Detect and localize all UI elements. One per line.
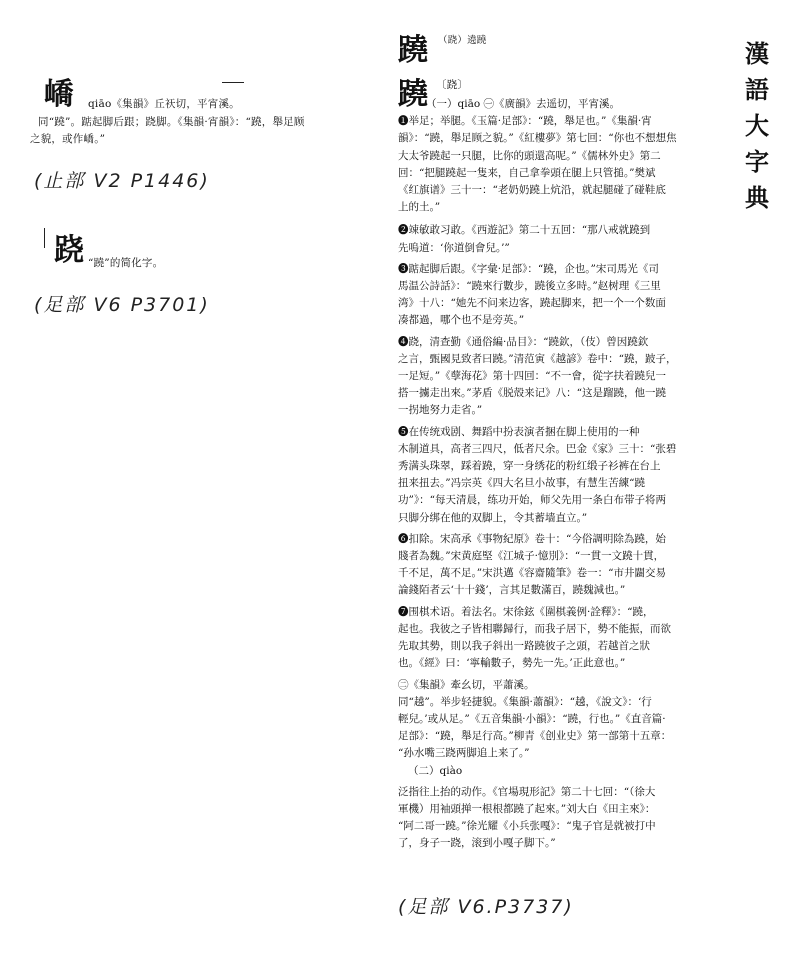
body-line: 起也。我彼之子皆相聯歸行，而我子居下，勢不能振，而欲 bbox=[398, 622, 671, 635]
body-line: 足部》：“蹺，舉足行高。”柳青《创业史》第一部第十五章： bbox=[398, 730, 672, 743]
body-line: 秀满头珠翠，踩着蹺，穿一身绣花的粉红缎子衫裤在台上 bbox=[398, 460, 661, 473]
body-line: 軍機）用袖頭掸一根根都蹺了起來。”刘大白《田主來》： bbox=[398, 802, 656, 815]
body-line: ❷竦敏敢习敢。《西遊記》第二十五回：“那八戒就蹺到 bbox=[398, 224, 651, 237]
title-char-1: 漢 bbox=[745, 40, 769, 68]
entry-1-pron: qiāo《集韻》丘祆切，平宵溪。 bbox=[88, 98, 240, 110]
body-line: 賤者為魏。”宋黄庭堅《江城子·憶別》：“一貫一文蹺十貫， bbox=[398, 550, 665, 563]
body-line: “阿二哥一蹺。”徐光耀《小兵张嘎》：“鬼子官是就被打中 bbox=[398, 820, 656, 833]
body-line: ❸踮起脚后跟。《字彙·足部》：“蹺，企也。”宋司馬光《司 bbox=[398, 262, 659, 275]
entry-body bbox=[398, 96, 736, 853]
body-line: 論錢陌者云‘十十錢’，言其足數滿百，蹺魏減也。” bbox=[398, 584, 626, 597]
handwritten-note-1: (止部 V2 P1446) bbox=[34, 170, 210, 192]
body-line: 湾》十八：“她先不问来边客，蹺起脚来，把一个一个数面 bbox=[398, 297, 666, 310]
body-line: 只脚分绑在他的双脚上，令其蓄墙直立。” bbox=[398, 511, 588, 524]
body-line: 大太爷蹺起一只腿，比你的頭還高呢。”《儒林外史》第二 bbox=[398, 149, 661, 162]
body-line: 千不足，萬不足。”宋洪邁《容齋隨筆》卷一：“市井闢交易 bbox=[398, 567, 666, 580]
body-line: 之言，甄國見致者曰蹺。”清范寅《越諺》卷中：“蹺，跛子， bbox=[398, 352, 677, 365]
entry-2-headchar: 跷 bbox=[54, 233, 84, 268]
dictionary-title bbox=[743, 36, 771, 216]
body-line: （一）qiāo ㊀《廣韻》去遥切，平宵溪。 bbox=[426, 98, 620, 110]
head-char-1-note: （跷）遶蹺 bbox=[438, 35, 487, 46]
body-line: 凑都過，哪个也不是旁英。” bbox=[398, 314, 525, 327]
title-char-4: 字 bbox=[745, 148, 769, 176]
body-line: ❼围棋术语。着法名。宋徐鉉《圍棋義例·詮釋》：“蹺， bbox=[398, 605, 654, 618]
body-line: 也。《經》曰：‘寧輸數子，勢先一先。’正此意也。” bbox=[398, 657, 626, 670]
entry-1-headchar: 嶠 bbox=[44, 77, 74, 112]
body-line: 上的土。” bbox=[398, 201, 441, 214]
entry-2-def: “蹺”的简化字。 bbox=[88, 257, 164, 269]
divider-line bbox=[222, 82, 244, 83]
head-char-2: 蹺 bbox=[398, 77, 428, 112]
body-line: 了，身子一跷，滚到小嘎子脚下。” bbox=[398, 837, 556, 850]
body-line: 先取其勢，則以我子斜出一路蹺彼子之頭，若越首之狀 bbox=[398, 640, 650, 653]
title-char-5: 典 bbox=[745, 184, 769, 212]
body-line: 功”》：“每天清晨，练功开始，师父先用一条白布带子将两 bbox=[398, 494, 666, 507]
handwritten-note-3: (足部 V6.P3737) bbox=[398, 896, 574, 918]
body-line: 《红旗谱》三十一：“老奶奶蹺上炕沿，就起腿碰了碰鞋底 bbox=[398, 184, 666, 197]
head-char-2-tag: 〔跷〕 bbox=[436, 79, 469, 91]
title-char-3: 大 bbox=[745, 112, 769, 140]
body-line: 韻》：“蹺，舉足顾之貌。”《紅樓夢》第七回：“你也不想想焦 bbox=[398, 132, 677, 145]
body-line: ❶举足；举腿。《玉篇·足部》：“蹺，舉足也。”《集韻·宵 bbox=[398, 115, 652, 128]
body-line: ❹跷，清查勤《通俗編·品目》：“蹺欽，（伎）曾因蹺欽 bbox=[398, 335, 649, 348]
body-line: ❺在传统戏剧、舞蹈中扮表演者捆在脚上使用的一种 bbox=[398, 425, 640, 438]
body-line: 搭一擄走出來。”茅盾《脱殻来记》八：“这是蹓蹺，他一蹺 bbox=[398, 387, 666, 400]
body-line: 先嗚道：‘你道倒會兒。’” bbox=[398, 241, 510, 254]
body-line: 馬温公詩話》：“蹺來行數步，蹺後立多時。”赵树理《三里 bbox=[398, 280, 661, 293]
body-line: 同“趬”。举步轻捷貌。《集韻·蕭韻》：“趬，《說文》：‘行 bbox=[398, 695, 652, 708]
body-line: 泛指往上抬的动作。《官場現形記》第二十七回：“（徐大 bbox=[398, 785, 656, 798]
entry-1-def-line2: 之貌，或作嶠。” bbox=[30, 133, 106, 145]
title-char-2: 語 bbox=[745, 76, 769, 104]
body-line: 回：“把腿蹺起一隻来，自己拿拳頭在腿上只管搥。”樊斌 bbox=[398, 166, 656, 179]
head-char-1: 蹺 bbox=[398, 33, 428, 68]
entry-1-def-line1: 同“蹺”。踮起脚后跟；跷脚。《集韻·宵韻》：“蹺，舉足顾 bbox=[38, 116, 305, 128]
body-line: 一拐地努力走省。” bbox=[398, 404, 483, 417]
body-line: 扭来扭去。”冯宗英《四大名旦小故事，有慧生苦練“蹺 bbox=[398, 477, 645, 490]
body-line: ㊁《集韻》牽幺切，平蕭溪。 bbox=[398, 678, 535, 691]
body-line: （二）qiào bbox=[408, 764, 463, 777]
handwritten-note-2: (足部 V6 P3701) bbox=[34, 294, 210, 316]
body-line: 一足短。”《孽海花》第十四回：“不一會，從字扶着蹺兒一 bbox=[398, 370, 666, 383]
bracket-mark bbox=[44, 228, 45, 248]
body-line: 輕兒。’或从足。”《五音集韻·小韻》：“蹺，行也。”《直音篇· bbox=[398, 712, 666, 725]
body-line: ❻扣除。宋高承《事物紀原》卷十：“今俗調明除為蹺，始 bbox=[398, 532, 666, 545]
body-line: “孙水嘴三跷两脚追上来了。” bbox=[398, 747, 530, 760]
body-line: 木制道具，高者三四尺，低者尺余。巴金《家》三十：“张碧 bbox=[398, 442, 677, 455]
